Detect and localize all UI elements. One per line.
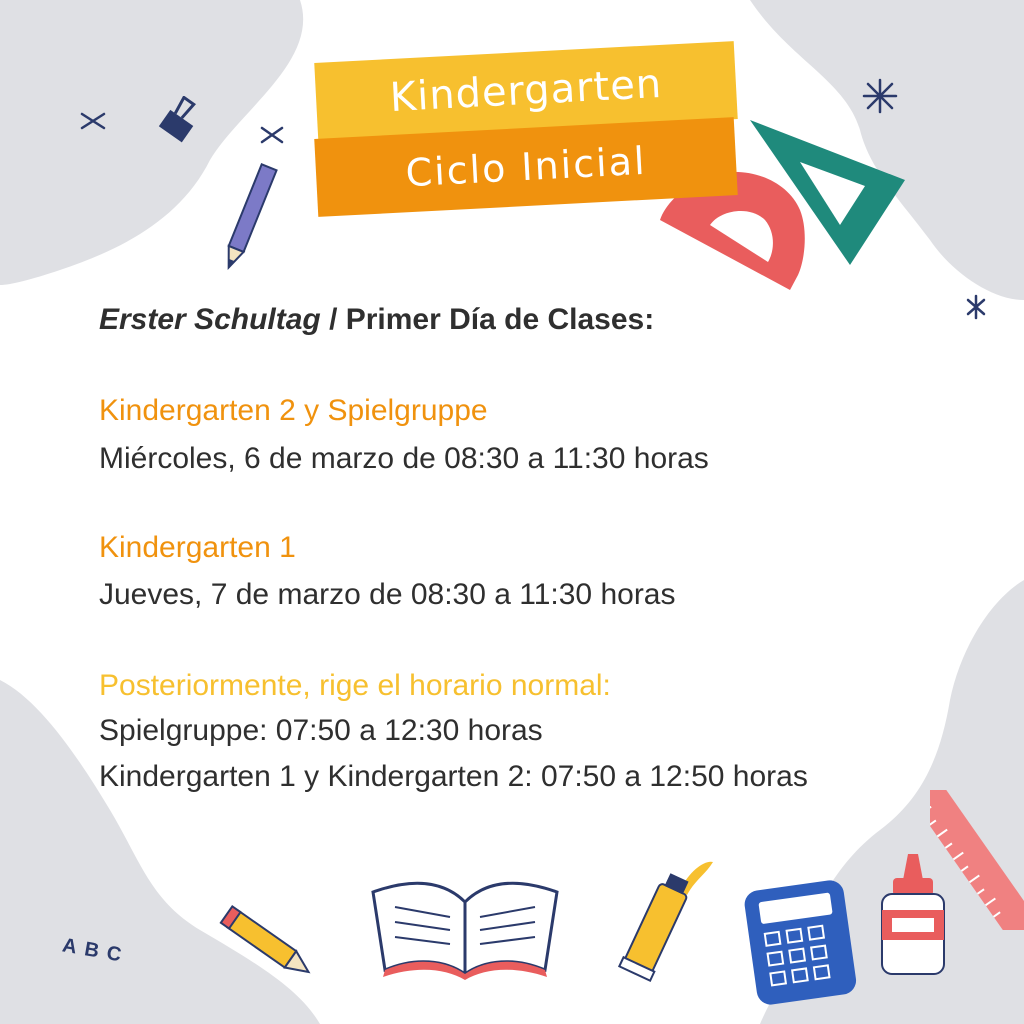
ruler-icon bbox=[930, 790, 1024, 930]
section-title: Kindergarten 1 bbox=[99, 531, 296, 564]
x-mark-icon bbox=[968, 296, 984, 318]
abc-letters: ABC bbox=[60, 934, 131, 968]
section-title: Kindergarten 2 y Spielgruppe bbox=[99, 394, 488, 427]
section-detail: Jueves, 7 de marzo de 08:30 a 11:30 horas bbox=[99, 578, 676, 611]
page-heading bbox=[99, 302, 654, 338]
binder-clip-icon bbox=[150, 96, 210, 152]
yellow-pencil-icon bbox=[215, 900, 325, 990]
schedule-title: Posteriormente, rige el horario normal: bbox=[99, 669, 611, 702]
x-mark-icon bbox=[82, 114, 104, 128]
calculator-icon bbox=[740, 875, 860, 1005]
pencil-icon bbox=[210, 160, 290, 280]
schedule-line: Kindergarten 1 y Kindergarten 2: 07:50 a 12:50 horas bbox=[99, 760, 808, 793]
banner-subtitle: Ciclo Inicial bbox=[404, 138, 648, 196]
banner-title: Kindergarten bbox=[388, 60, 664, 122]
open-book-icon bbox=[365, 862, 565, 982]
heading-spanish: / Primer Día de Clases: bbox=[320, 303, 655, 336]
heading-german: Erster Schultag bbox=[99, 303, 321, 336]
schedule-line: Spielgruppe: 07:50 a 12:30 horas bbox=[99, 714, 543, 747]
section-detail: Miércoles, 6 de marzo de 08:30 a 11:30 horas bbox=[99, 442, 709, 475]
paint-tube-icon bbox=[595, 850, 725, 985]
x-mark-icon bbox=[262, 128, 282, 142]
